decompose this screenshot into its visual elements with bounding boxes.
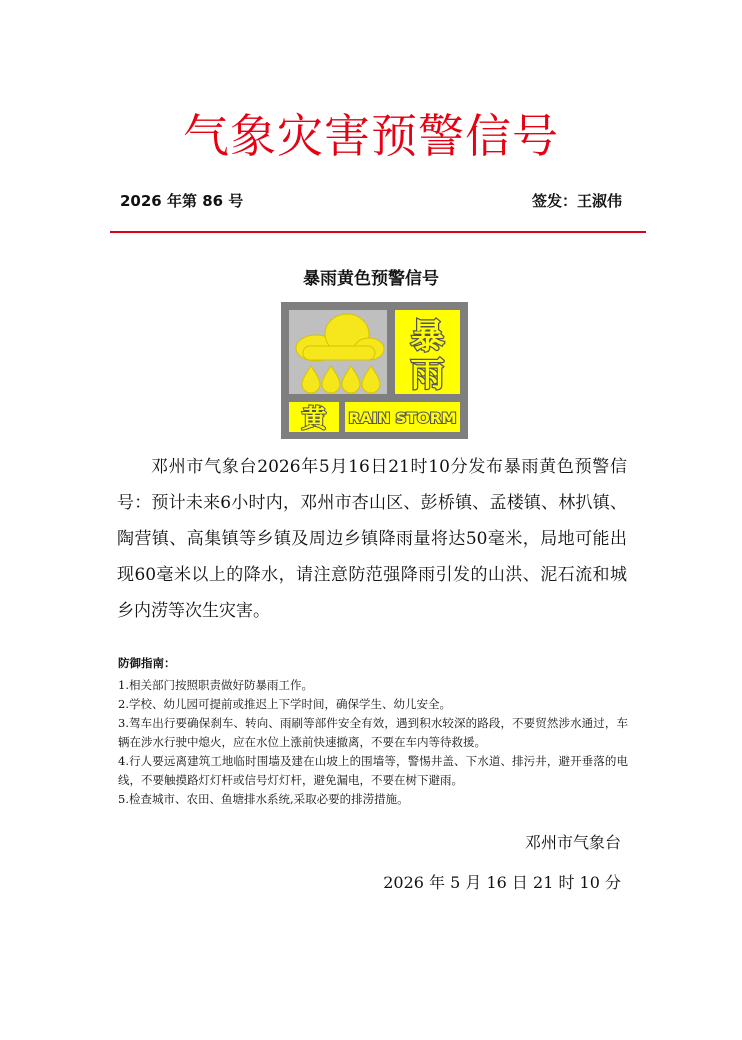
guide-item: 2.学校、幼儿园可提前或推迟上下学时间，确保学生、幼儿安全。 [118,697,451,711]
issuing-organization: 邓州市气象台 [524,833,621,852]
guide-item: 1.相关部门按照职责做好防暴雨工作。 [118,678,313,692]
glyph-bottom: 雨 [410,355,445,395]
warning-paragraph: 邓州市气象台2026年5月16日21时10分发布暴雨黄色预警信号：预计未来6小时内，邓州市杏山区、彭桥镇、孟楼镇、林扒镇、陶营镇、高集镇等乡镇及周边乡镇降雨量将达50毫米，局地可能出现60毫米以上的降水，请注意防范强降雨引发的山洪、泥石流和城乡内涝等次生灾害。 [117,457,627,621]
rainstorm-yellow-signal-icon [281,302,468,439]
guide-item: 3.驾车出行要确保刹车、转向、雨刷等部件安全有效，遇到积水较深的路段，不要贸然涉水通过，车辆在涉水行驶中熄火，应在水位上涨前快速撤离，不要在车内等待救援。 [118,716,628,749]
document-title: 气象灾害预警信号 [183,109,559,163]
defense-guide [118,654,628,809]
header-divider [110,231,646,233]
signer: 签发：王淑伟 [531,192,622,210]
issue-date: 2026 年 5 月 16 日 21 时 10 分 [383,873,621,892]
issue-number: 2026 年第 86 号 [120,192,244,210]
guide-item: 4.行人要远离建筑工地临时围墙及建在山坡上的围墙等，警惕井盖、下水道、排污井，避开垂落的电线，不要触摸路灯灯杆或信号灯灯杆，避免漏电，不要在树下避雨。 [118,754,628,787]
signal-title: 暴雨黄色预警信号 [303,269,439,289]
glyph-top: 暴 [410,317,445,357]
english-label: RAIN STORM [348,411,457,427]
guide-item: 5.检查城市、农田、鱼塘排水系统,采取必要的排涝措施。 [118,792,409,806]
guide-title: 防御指南： [118,656,176,670]
meta-row [120,190,622,214]
level-glyph: 黄 [301,404,327,433]
